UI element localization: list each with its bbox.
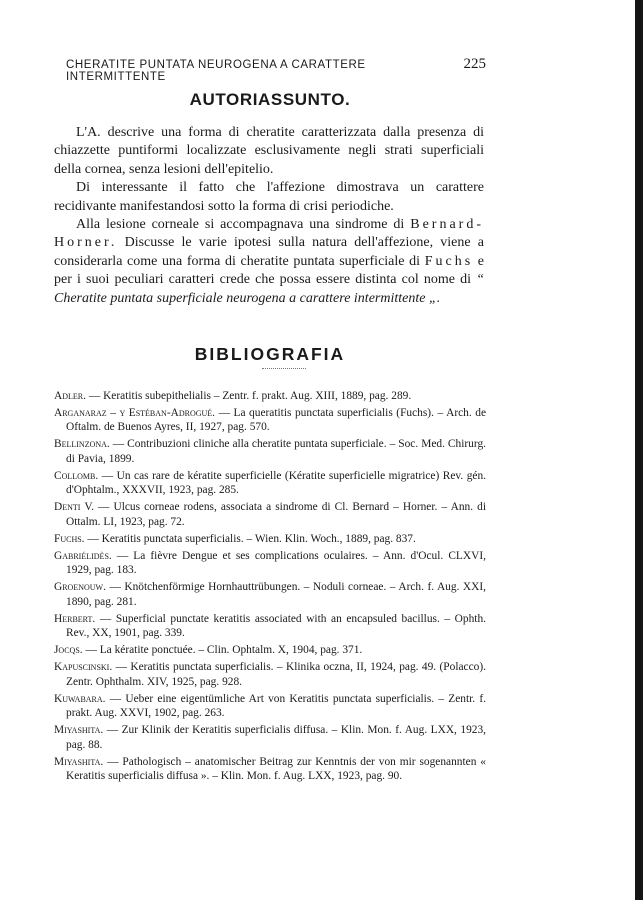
p3-text-a: Alla lesione corneale si accompagnava una sindrome di [76, 217, 405, 233]
bib-text: — Superficial punctate keratitis associated with an encapsuled bacillus. – Ophth. Rev., XX, 1901, pag. 339. [66, 612, 486, 640]
bib-author: Miyashita. [54, 755, 104, 768]
bib-text: — Un cas rare de kératite superficielle (Kératite superficielle migratrice) Rev. gén. d'Ophtalm., XXXVII, 1923, pag. 285. [66, 469, 486, 497]
bib-entry [54, 660, 486, 689]
bib-text: — Keratitis punctata superficialis. – Klinika oczna, II, 1924, pag. 49. (Polacco). Zentr. Ophthalm. XIV, 1925, pag. 928. [66, 661, 486, 688]
bib-text: — La fièvre Dengue et ses complications oculaires. – Ann. d'Ocul. CLXVI, 1929, pag. 183. [66, 549, 486, 577]
title-divider [262, 368, 306, 369]
bibliography-title: BIBLIOGRAFIA [194, 344, 346, 364]
name-bernard-horner: Bernard-Horner. [54, 217, 484, 251]
bib-text: — Contribuzioni cliniche alla cheratite puntata superficiale. – Soc. Med. Chirurg. di Pavia, 1899. [66, 438, 486, 465]
bib-text: — Zur Klinik der Keratitis superficialis diffusa. – Klin. Mon. f. Aug. LXX, 1923, pag. 88. [66, 724, 486, 751]
page-header [66, 56, 486, 83]
bib-author: Kapuscinski. [54, 661, 113, 674]
p3-text-c: e per i suoi peculiari caratteri crede che possa essere distinta col nome di [54, 253, 485, 288]
bib-text: — Keratitis subepithelialis – Zentr. f. prakt. Aug. XIII, 1889, pag. 289. [88, 390, 412, 402]
name-fuchs: Fuchs [424, 253, 474, 269]
abstract-body [54, 124, 484, 308]
bib-text: — La queratitis punctata superficialis (Fuchs). – Arch. de Oftalm. de Buenos Ayres, II, 1927, pag. 570. [66, 406, 486, 434]
abstract-paragraph-1: L'A. descrive una forma di cheratite caratterizzata dalla presenza di chiazzette puntiformi localizzate esclusivamente negli strati superficiali della cornea, senza lesioni dell'epitelio. [54, 125, 484, 177]
bib-entry [54, 692, 486, 721]
bib-entry [54, 643, 486, 658]
bib-entry [54, 580, 486, 609]
bib-entry [54, 549, 486, 578]
bib-entry [54, 406, 486, 435]
bib-author: Herbert. [54, 612, 96, 625]
bib-entry [54, 437, 486, 466]
bib-entry [54, 612, 486, 641]
bib-entry [54, 723, 486, 752]
bib-author: Miyashita. [54, 724, 104, 737]
bib-text: — Pathologisch – anatomischer Beitrag zur Kenntnis der von mir sogenannten « Keratitis superficialis diffusa ». – Klin. Mon. f. Aug. LXX, 1923, pag. 90. [66, 755, 486, 783]
bib-entry [54, 532, 486, 547]
bib-author: Denti V. [54, 501, 94, 514]
bib-entry [54, 500, 486, 529]
bib-author: Bellinzona. [54, 438, 110, 451]
abstract-title: AUTORIASSUNTO. [189, 90, 351, 109]
scan-edge [635, 0, 643, 900]
bib-author: Gabriélidès. [54, 549, 112, 562]
bib-text: — Keratitis punctata superficialis. – Wien. Klin. Woch., 1889, pag. 837. [87, 532, 416, 545]
bibliography-list [54, 389, 486, 786]
proposed-name-quote: “ Cheratite puntata superficiale neurogena a carattere intermittente „. [54, 272, 484, 306]
bib-entry [54, 755, 486, 784]
abstract-paragraph-3 [54, 216, 484, 308]
abstract-paragraph-2: Di interessante il fatto che l'affezione dimostrava un carattere recidivante manifestandosi sotto la forma di crisi periodiche. [54, 180, 484, 214]
bib-author: Collomb. [54, 469, 99, 482]
bib-author: Kuwabara. [54, 692, 106, 705]
bib-text: — Ulcus corneae rodens, associata a sindrome di Cl. Bernard – Horner. – Ann. di Ottalm. LI, 1923, pag. 72. [66, 501, 487, 528]
bib-entry [54, 469, 486, 498]
bib-author: Jocqs. [54, 644, 83, 657]
p3-text-b: Discusse le varie ipotesi sulla natura dell'affezione, viene a considerarla come una forma di cheratite puntata superficiale di [54, 235, 484, 269]
bib-text: — La kératite ponctuée. – Clin. Ophtalm. X, 1904, pag. 371. [85, 644, 363, 657]
running-title: CHERATITE PUNTATA NEUROGENA A CARATTERE INTERMITTENTE [66, 59, 366, 83]
bib-entry [54, 389, 486, 404]
bib-author: Adler. [54, 390, 86, 402]
bib-text: — Knötchenförmige Hornhauttrübungen. – Noduli corneae. – Arch. f. Aug. XXI, 1890, pag. 281. [66, 581, 486, 608]
bib-author: Fuchs. [54, 532, 85, 545]
page-number: 225 [463, 56, 486, 72]
bib-author: Groenouw. [54, 581, 106, 594]
bib-text: — Ueber eine eigentümliche Art von Keratitis punctata superficialis. – Zentr. f. prakt. Aug. XXVI, 1902, pag. 263. [66, 692, 486, 720]
bib-author: Arganaraz – y Estéban-Adrogué. [54, 406, 216, 419]
